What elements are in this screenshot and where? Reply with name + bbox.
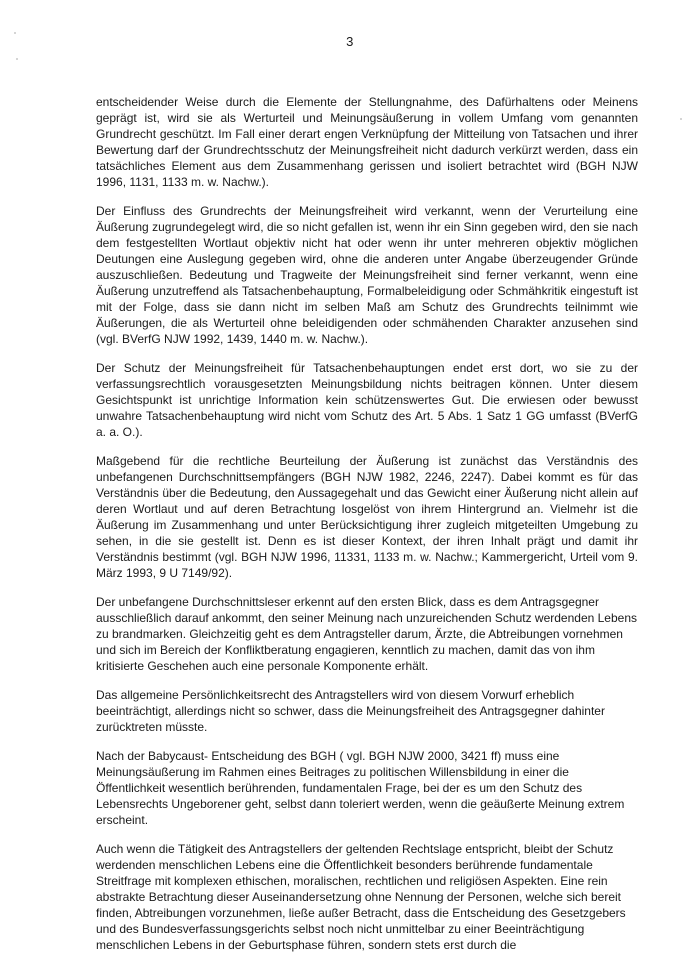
paragraph: Der unbefangene Durchschnittsleser erkennt auf den ersten Blick, dass es dem Antragsgegner ausschließlich darauf ankommt, den seiner Meinung nach unzureichenden Schutz werdenden Lebens zu brandmarken. Gleichzeitig geht es dem Antragsteller darum, Ärzte, die Abtreibungen vornehmen und sich im Bereich der Konfliktberatung engagieren, kenntlich zu machen, damit das von ihm kritisierte Geschehen auch eine personale Komponente erhält. <box>96 595 638 673</box>
paragraph: Der Schutz der Meinungsfreiheit für Tatsachenbehauptungen endet erst dort, wo sie zu der verfassungsrechtlich vorausgesetzten Meinungsbildung nichts beitragen können. Unter diesem Gesichtspunkt ist unrichtige Information kein schützenswertes Gut. Die erwiesen oder bewusst unwahre Tatsachenbehauptung wird nicht vom Schutz des Art. 5 Abs. 1 Satz 1 GG umfasst (BVerfG a. a. O.). <box>96 361 638 439</box>
paragraph: Auch wenn die Tätigkeit des Antragstellers der geltenden Rechtslage entspricht, bleibt der Schutz werdenden menschlichen Lebens eine die Öffentlichkeit besonders berührende fundamentale Streitfrage mit komplexen ethischen, moralischen, rechtlichen und religiösen Aspekten. Eine rein abstrakte Betrachtung dieser Auseinandersetzung ohne Nennung der Personen, welche sich bereit finden, Abtreibungen vorzunehmen, ließe außer Betracht, dass die Entscheidung des Gesetzgebers und des Bundesverfassungsgerichts selbst noch nicht unmittelbar zu einer Beeinträchtigung menschlichen Lebens in der Geburtsphase führen, sondern stets erst durch die <box>96 842 626 952</box>
paragraph: Der Einfluss des Grundrechts der Meinungsfreiheit wird verkannt, wenn der Verurteilung eine Äußerung zugrundegelegt wird, die so nicht gefallen ist, wenn ihr ein Sinn gegeben wird, den sie nach dem festgestellten Wortlaut objektiv nicht hat oder wenn ihr unter mehreren objektiv möglichen Deutungen eine Auslegung gegeben wird, ohne die anderen unter Angabe überzeugender Gründe auszuschließen. Bedeutung und Tragweite der Meinungsfreiheit sind ferner verkannt, wenn eine Äußerung unzutreffend als Tatsachenbehauptung, Formalbeleidigung oder Schmähkritik eingestuft ist mit der Folge, dass sie dann nicht im selben Maß am Schutz des Grundrechts teilnimmt wie Äußerungen, die als Werturteil ohne beleidigenden oder schmähenden Charakter anzusehen sind (vgl. BVerfG NJW 1992, 1439, 1440 m. w. Nachw.). <box>96 204 638 346</box>
page-number: 3 <box>346 34 354 49</box>
scan-speck <box>680 118 682 120</box>
document-body <box>96 94 638 966</box>
paragraph: Nach der Babycaust- Entscheidung des BGH ( vgl. BGH NJW 2000, 3421 ff) muss eine Meinungsäußerung im Rahmen eines Beitrages zu politischen Willensbildung in einer die Öffentlichkeit wesentlich berührenden, fundamentalen Frage, bei der es um den Schutz des Lebensrechts Ungeborener geht, selbst dann toleriert werden, wenn die geäußerte Meinung extrem erscheint. <box>96 749 625 827</box>
scan-speck <box>16 58 18 60</box>
paragraph: Maßgebend für die rechtliche Beurteilung der Äußerung ist zunächst das Verständnis des unbefangenen Durchschnittsempfängers (BGH NJW 1982, 2246, 2247). Dabei kommt es für das Verständnis über die Bedeutung, den Aussagegehalt und das Gewicht einer Äußerung nicht allein auf deren Wortlaut und auf deren Betrachtung losgelöst von ihrem Hintergrund an. Vielmehr ist die Äußerung im Zusammenhang und unter Berücksichtigung ihrer zugleich mitgeteilten Umgebung zu sehen, in die sie gestellt ist. Denn es ist dieser Kontext, der ihren Inhalt prägt und damit ihr Verständnis bestimmt (vgl. BGH NJW 1996, 11331, 1133 m. w. Nachw.; Kammergericht, Urteil vom 9. März 1993, 9 U 7149/92). <box>96 454 638 580</box>
paragraph: Das allgemeine Persönlichkeitsrecht des Antragstellers wird von diesem Vorwurf erheblich beeinträchtigt, allerdings nicht so schwer, dass die Meinungsfreiheit des Antragsgegner dahinter zurücktreten müsste. <box>96 688 605 734</box>
paragraph: entscheidender Weise durch die Elemente der Stellungnahme, des Dafürhaltens oder Meinens geprägt ist, wird sie als Werturteil und Meinungsäußerung in vollem Umfang vom genannten Grundrecht geschützt. Im Fall einer derart engen Verknüpfung der Mitteilung von Tatsachen und ihrer Bewertung darf der Grundrechtsschutz der Meinungsfreiheit nicht dadurch verkürzt werden, dass ein tatsächliches Element aus dem Zusammenhang gerissen und isoliert betrachtet wird (BGH NJW 1996, 1131, 1133 m. w. Nachw.). <box>96 95 638 189</box>
